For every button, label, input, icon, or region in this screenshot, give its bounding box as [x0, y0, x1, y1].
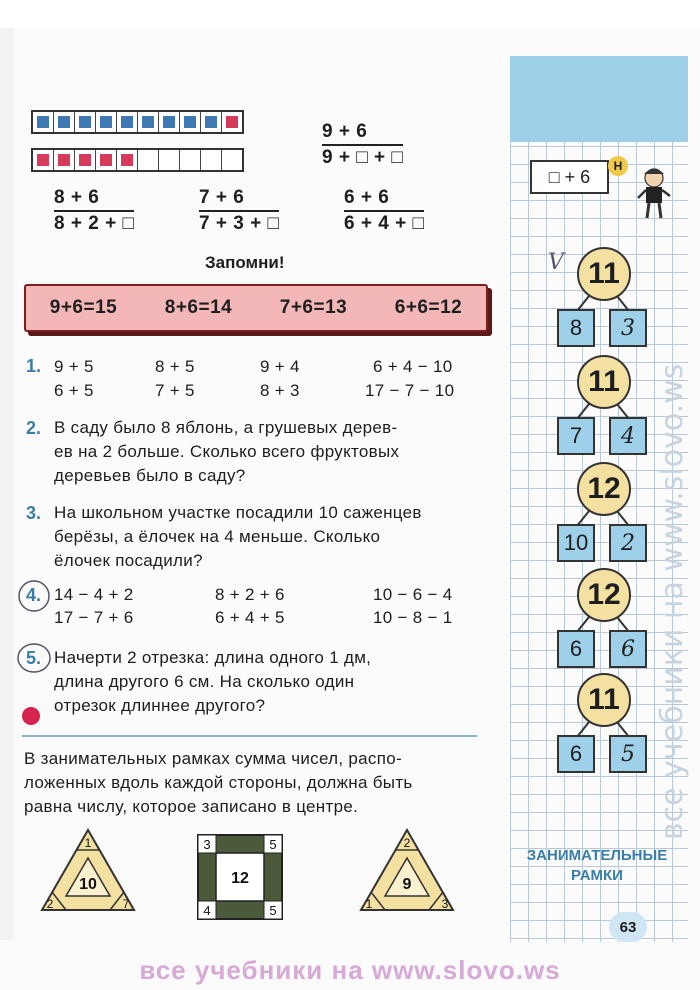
- sum-circle: 12: [577, 462, 631, 516]
- addend-box: 10: [557, 524, 595, 562]
- counter-chip: [58, 154, 70, 166]
- counter-chip: [79, 154, 91, 166]
- example: 10 − 6 − 4: [373, 585, 453, 604]
- task-number: 1.: [26, 356, 42, 376]
- frame-center: 9: [402, 876, 412, 893]
- example: 8 + 2 + 6: [215, 585, 285, 604]
- triangle-frame-1: [38, 826, 138, 914]
- counter-chip: [37, 116, 49, 128]
- task-number: 3.: [26, 503, 42, 523]
- example: 9 + 4: [260, 357, 300, 376]
- fact: 8+6=14: [164, 297, 233, 318]
- example: 14 − 4 + 2: [54, 585, 134, 604]
- fact: 9+6=15: [49, 297, 118, 318]
- sum-circle: 11: [577, 355, 631, 409]
- vertical-watermark: [590, 150, 700, 870]
- counter-chip: [205, 116, 217, 128]
- frame-value: 7: [122, 897, 130, 911]
- difficulty-dot: [22, 707, 40, 725]
- counter-cell: [180, 150, 201, 170]
- frame-value: 1: [84, 836, 92, 850]
- answer-box: 4: [609, 417, 647, 455]
- frame-value: 2: [46, 897, 54, 911]
- check-mark: V: [548, 250, 564, 275]
- counter-cell: [96, 112, 117, 132]
- task-text: В саду было 8 яблонь, а грушевых дерев- ев на 2 больше. Сколько всего фруктовых деревьев было в саду?: [54, 418, 400, 485]
- divider: [22, 735, 477, 737]
- counter-chip: [100, 154, 112, 166]
- task-number: 2.: [26, 418, 42, 438]
- expr-8-6: 8 + 6 8 + 2 + □: [54, 187, 135, 234]
- addend-box: 6: [557, 735, 595, 773]
- frames-text: В занимательных рамках сумма чисел, распо- ложенных вдоль каждой стороны, должна быть равна числу, которое записано в центре.: [24, 749, 413, 816]
- example: 10 − 8 − 1: [373, 608, 453, 627]
- addend-box: 6: [557, 630, 595, 668]
- example: 6 + 4 + 5: [215, 608, 285, 627]
- counter-cell: [159, 150, 180, 170]
- addend-box: 8: [557, 309, 595, 347]
- counter-chip: [184, 116, 196, 128]
- top-margin: [0, 0, 700, 28]
- answer-box: 2: [609, 524, 647, 562]
- frame-center: 12: [231, 870, 249, 887]
- hint-badge: Н: [608, 156, 628, 176]
- fact: 7+6=13: [279, 297, 348, 318]
- counter-chip: [58, 116, 70, 128]
- counter-chip: [121, 154, 133, 166]
- counter-cell: [96, 150, 117, 170]
- counter-row-red: [31, 148, 244, 172]
- hint-box: □ + 6: [530, 160, 609, 194]
- task-text: На школьном участке посадили 10 саженцев берёзы, а ёлочек на 4 меньше. Сколько ёлочек посадили?: [54, 503, 422, 570]
- counter-cell: [222, 150, 242, 170]
- counter-chip: [226, 116, 238, 128]
- counter-chip: [163, 116, 175, 128]
- example: 7 + 5: [155, 381, 195, 400]
- remember-box: [24, 284, 488, 332]
- expr-7-6: 7 + 6 7 + 3 + □: [199, 187, 280, 234]
- frame-value: 5: [269, 837, 277, 852]
- sum-circle: 11: [577, 247, 631, 301]
- task-number: 4.: [26, 585, 42, 605]
- counter-cell: [138, 112, 159, 132]
- counter-cell: [180, 112, 201, 132]
- counter-cell: [222, 112, 242, 132]
- side-header-band: [510, 56, 688, 142]
- counter-cell: [33, 112, 54, 132]
- frame-center: 10: [79, 876, 97, 893]
- sum-circle: 12: [577, 568, 631, 622]
- counter-cell: [201, 112, 222, 132]
- addend-box: 7: [557, 417, 595, 455]
- example: 8 + 3: [260, 381, 300, 400]
- fact: 6+6=12: [394, 297, 463, 318]
- vertical-watermark-text: все учебники на www.slovo.ws: [655, 363, 690, 840]
- counter-cell: [54, 112, 75, 132]
- frame-value: 5: [269, 903, 277, 918]
- frame-value: 1: [365, 897, 373, 911]
- counter-chip: [79, 116, 91, 128]
- answer-box: 6: [609, 630, 647, 668]
- counter-cell: [75, 150, 96, 170]
- frame-value: 2: [403, 836, 411, 850]
- example: 8 + 5: [155, 357, 195, 376]
- counter-chip: [142, 116, 154, 128]
- page-edge: [0, 28, 14, 940]
- answer-box: 5: [609, 735, 647, 773]
- sum-circle: 11: [577, 673, 631, 727]
- example: 6 + 5: [54, 381, 94, 400]
- watermark: все учебники на www.slovo.ws: [139, 955, 561, 985]
- expr-top: 9 + 6 9 + □ + □: [322, 121, 404, 168]
- example: 17 − 7 − 10: [365, 381, 455, 400]
- counter-cell: [75, 112, 96, 132]
- counter-cell: [117, 112, 138, 132]
- frame-value: 4: [203, 903, 211, 918]
- frame-value: 3: [441, 897, 449, 911]
- answer-box: 3: [609, 309, 647, 347]
- example: 9 + 5: [54, 357, 94, 376]
- counter-cell: [33, 150, 54, 170]
- example: 6 + 4 − 10: [373, 357, 453, 376]
- expr-6-6: 6 + 6 6 + 4 + □: [344, 187, 425, 234]
- counter-cell: [201, 150, 222, 170]
- side-label: ЗАНИМАТЕЛЬНЫЕ РАМКИ: [526, 847, 668, 884]
- task-number: 5.: [26, 648, 42, 668]
- frame-value: 3: [203, 837, 211, 852]
- square-frame: [196, 833, 284, 921]
- counter-row-blue: [31, 110, 244, 134]
- counter-cell: [138, 150, 159, 170]
- counter-cell: [117, 150, 138, 170]
- counter-chip: [121, 116, 133, 128]
- example: 17 − 7 + 6: [54, 608, 134, 627]
- counter-cell: [54, 150, 75, 170]
- remember-title: Запомни!: [205, 253, 285, 272]
- counter-cell: [159, 112, 180, 132]
- counter-chip: [100, 116, 112, 128]
- counter-chip: [37, 154, 49, 166]
- triangle-frame-2: [357, 826, 457, 914]
- page-number: 63: [609, 912, 647, 942]
- task-text: Начерти 2 отрезка: длина одного 1 дм, длина другого 6 см. На сколько один отрезок длиннее другого?: [54, 648, 372, 715]
